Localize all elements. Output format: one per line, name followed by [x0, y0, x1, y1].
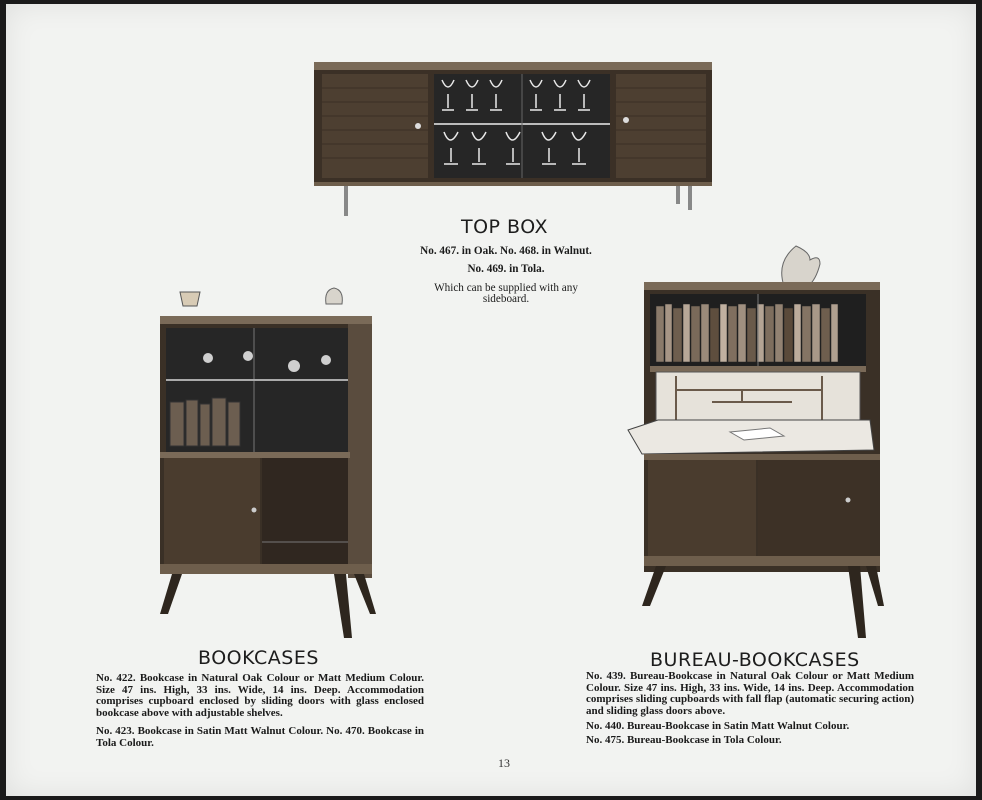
bureau-440-text: No. 440. Bureau-Bookcase in Satin Matt Walnut Colour. — [586, 720, 850, 732]
top-box-caption-line-3: Which can be supplied with any — [434, 282, 578, 294]
bookcase-photo — [150, 286, 380, 642]
bookcases-heading: BOOKCASES — [198, 647, 319, 669]
bureau-439-text: No. 439. Bureau-Bookcase in Natural Oak Colour or Matt Medium Colour. Size 47 ins. High, 33 ins. Wide, 14 ins. Deep. Accommodation comprises sliding cupboards with fall flap (automatic securing action) and sliding glass doors above. — [586, 670, 914, 717]
top-box-photo — [310, 58, 716, 218]
bookcases-description — [96, 673, 424, 756]
catalogue-page — [6, 4, 976, 796]
top-box-heading: TOP BOX — [461, 216, 549, 238]
bookcase-422-text: No. 422. Bookcase in Natural Oak Colour or Matt Medium Colour. Size 47 ins. High, 33 ins. Wide, 14 ins. Deep. Accommodation comprises cupboard enclosed by sliding doors with glass enclosed bookcase above with adjustable shelves. — [96, 672, 424, 719]
top-box-caption-line-2: No. 469. in Tola. — [467, 263, 545, 275]
bureau-bookcases-description — [586, 671, 914, 753]
top-box-caption-line-1: No. 467. in Oak. No. 468. in Walnut. — [420, 245, 592, 257]
page-number: 13 — [498, 756, 510, 770]
bureau-bookcases-heading: BUREAU-BOOKCASES — [650, 649, 860, 671]
bookcase-423-text: No. 423. Bookcase in Satin Matt Walnut Colour. No. 470. Bookcase in Tola Colour. — [96, 725, 424, 749]
bureau-bookcase-photo — [622, 238, 888, 644]
top-box-caption-line-4: sideboard. — [482, 293, 530, 305]
bureau-475-text: No. 475. Bureau-Bookcase in Tola Colour. — [586, 733, 782, 746]
